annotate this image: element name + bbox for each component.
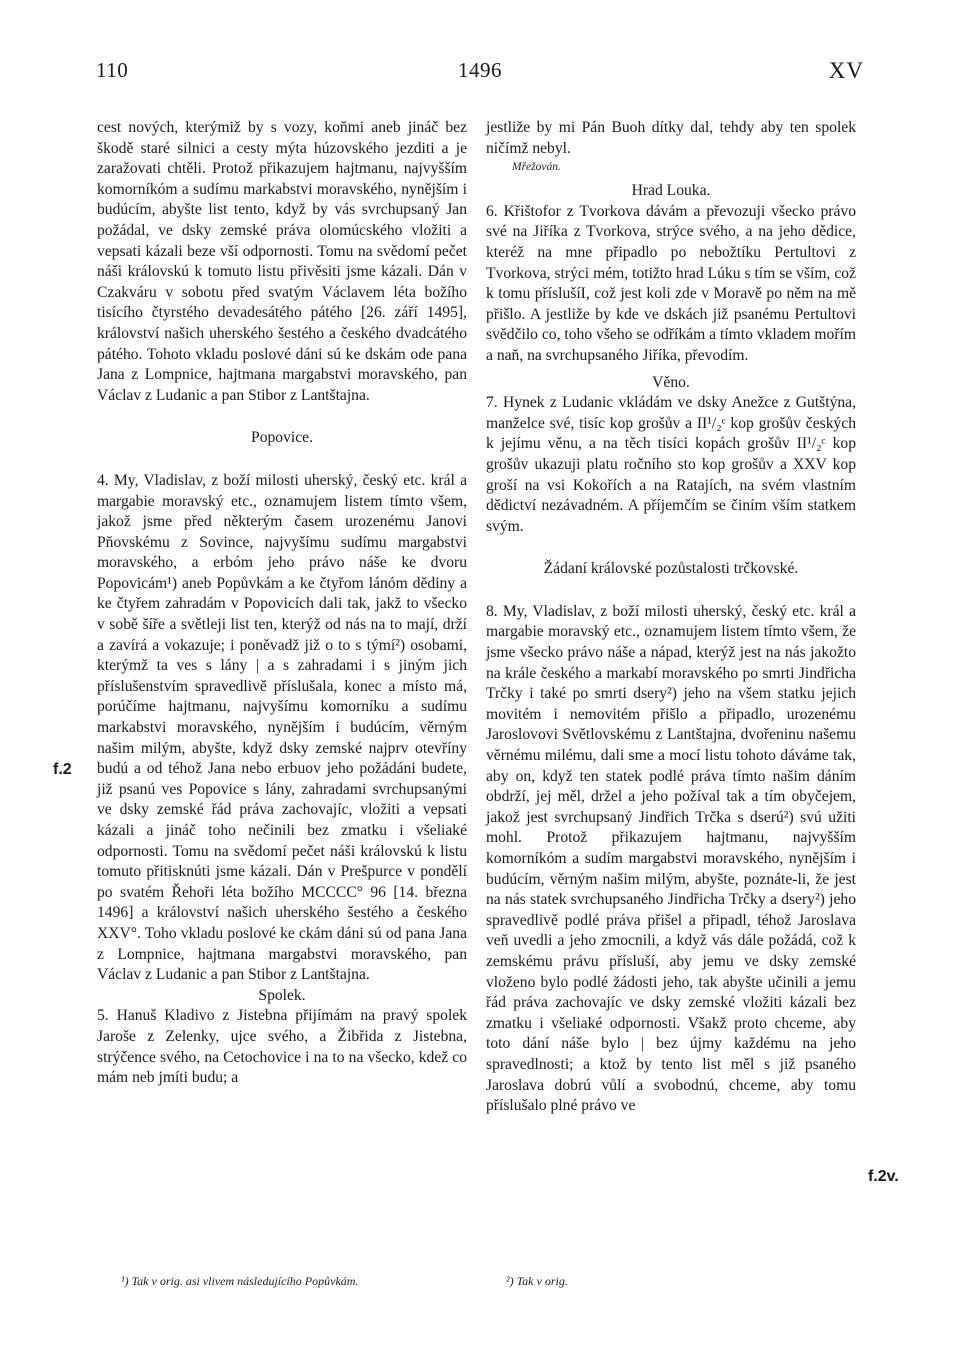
paragraph-continued-right: jestliže by mi Pán Buoh dítky dal, tehdy aby ten spolek ničímž nebyl.: [486, 119, 856, 157]
left-column: [97, 118, 467, 1089]
section-numeral: XV: [828, 58, 864, 83]
footnote-1: ¹) Tak v orig. asi vlivem následujícího Popůvkám.: [121, 1274, 359, 1288]
entry-8: 8. My, Vladislav, z boží milosti uherský, český etc. král a margabie moravský etc., oznamujem listem tímto všem, že jsme všecko právo náše a nápad, kterýž jest na nás jakožto na krále českého a markabí moravského po smrti Jindřicha Trčky i také po smrti dsery²) jeho na všem statku jejich movitém i nemovitém přišlo a připadlo, urozenému Jaroslovovi Světlovskému z Lantštajna, dvořeninu našemu věrnému milému, dali sme a mocí listu tohoto dáváme tak, aby on, když ten statek podlé práva tímto našim dáním obdrží, jej měl, držel a jeho požíval tak a tím obyčejem, jakož jest svrchupsaný Jindřich Trčka s dserú²) svú užiti mohl. Protož přikazujem hajtmanu, najvyšším komorníkóm a sudím margabstvi moravského, nynějším i budúcím, věrným našim milým, abyšte, poznáte-li, že jest na nás statek svrchupsaného Jindřicha Trčky a dsery²) jeho spravedlivě podlé práva přišel a připadl, téhož Jaroslava veň uvedli a jeho zmocnili, a když vás dále požádá, což k zemskému právu přísluší, aby jemu ve dsky zemské vloženo bylo podlé žádosti jeho, tak abyšte učinili a jemu řád práva zachovajíc ve dsky zemské vložiti kázali bez zmatku i všeliaké odpornosti. Všakž proto chceme, aby toto dání náše bylo | bez újmy každému na jeho spravedlnosti; a ktož by tento list měl s již psaného Jaroslava dobrú vůlí a svobodnú, chceme, aby tomu příslušalo plné právo ve: [486, 602, 856, 1115]
heading-hrad-louka: Hrad Louka.: [631, 182, 711, 200]
heading-spolek: Spolek.: [258, 986, 306, 1004]
heading-zadani: Žádaní královské pozůstalosti trčkovské.: [543, 560, 799, 578]
right-column: [486, 118, 856, 1117]
entry-5: 5. Hanuš Kladivo z Jistebna přijímám na pravý spolek Jaroše z Zelenky, ujce svého, a Žibřida z Jistebna, strýčence svého, na Cetochovice i na to na všecko, kdež co mám neb jmíti budu; a: [97, 1007, 467, 1087]
folio-note-right: f.2v.: [868, 1168, 899, 1185]
entry-7: 7. Hynek z Ludanic vkládám ve dsky Anežce z Gutštýna, manželce své, tisíc kop grošův a II¹/₂ᶜ kop grošův českých k jejímu věnu, a na těch tisíci kopách grošův II¹/₂ᶜ kop grošův ukazuji platu ročního sto kop grošův a XXV kop groší na vsi Kokořích a na Ratajích, na svém vlastním dědictví nezávadném. A příjemčím se činím vším statkem svým.: [486, 394, 856, 535]
folio-note-left: f.2: [53, 761, 72, 778]
entry-6: 6. Křištofor z Tvorkova dávám a převozuji všecko právo své na Jiříka z Tvorkova, strýce svého, a na jeho dědice, kteréž na mne připadlo po nebožtíku Pertultovi z Tvorkova, strýci mém, totižto hrad Lúku s tím se vším, což k tomu příslušíI, což jest koli zde v Moravě po něm na mě přišlo. A jestliže by kde ve dskách již psanému Pertultovi svědčilo co, toho všeho se odříkám a tímto vkladem mořím a naň, na svrchupsaného Jiříka, převodím.: [486, 202, 856, 364]
heading-veno: Věno.: [652, 373, 690, 391]
footnote-2: ²) Tak v orig.: [506, 1274, 568, 1288]
entry-4: 4. My, Vladislav, z boží milosti uherský, český etc. král a margabie moravský etc., oznamujem listem tímto všem, jakož jsme před některým časem urozenému Janovi Pňovskému z Sovince, najvyšímu sudímu margabstvi moravského, a erbóm jeho právo náše ke dvoru Popovicám¹) aneb Popůvkám a ke čtyřom lánóm dědiny a ke čtyřem zahradám v Popovicích dali tak, jakž to všecko v sobě šíře a světleji list ten, kterýž od nás na to mají, drží a zavírá a vokazuje; i poněvadž již o to s týmí²) osobami, kterýmž ta ves s lány | a s zahradami i s jiným jich příslušenstvím spravedlivě příslušala, konec a místo má, porúčíme hajtmanu, najvyšímu komorníku a sudímu markabstvi moravského, nynějším i budúcím, věrným našim milým, abyšte, když dsky zemské najprv otevříny budú a od téhož Jana nebo erbuov jeho požádáni budete, již psanú ves Popovice s lány, zahradami svrchupsanými ve dsky zemské řád práva zachovajíc, vložiti a vepsati kázali a jináč toho nečinili bez zmatku i všeliaké odpornosti. Tomu na svědomí pečet náši královskú k listu tomuto přitisknúti jsme kázali. Dán v Prešpurce v pondělí po svatém Řehoři léta božího MCCCC° 96 [14. března 1496] a království našich uherského šestého a českého XXV°. Toho vkladu poslové ke ckám dáni sú od pana Jana z Lompnice, hajtmana margabstvi moravského, pan Václav z Ludanic a pan Stibor z Lantštajna.: [97, 471, 467, 984]
paragraph-continued: cest nových, kterýmiž by s vozy, koňmi aneb jináč bez škodě staré silnici a cesty mýta húzovského jezditi a je zaražovati chtěli. Protož přikazujem hajtmanu, najvyšším komorníkóm a sudímu markabstvi moravského, nynějším i budúcím, abyšte list tento, když by vás svrchupsaný Jan požádal, ve dsky zemské práva olomúcského vložiti a vepsati kázali beze vší odpornosti. Tomu na svědomí pečet náši královskú k tomuto listu přivěsiti jsme kázali. Dán v Czakváru v sobotu před svatým Václavem léta božího tisícího čtyrstého devadesátého pátého [26. září 1495], království našich uherského šestého a českého dvadcátého pátého. Tohoto vkladu poslové dáni sú ke dskám ode pana Jana z Lompnice, hajtmana margabstvi moravského, pan Václav z Ludanic a pan Stibor z Lantštajna.: [97, 119, 467, 404]
running-year: 1496: [458, 58, 502, 82]
heading-popovice: Popovice.: [251, 429, 313, 447]
scribe-note: Mřežován.: [512, 161, 561, 174]
page-number: 110: [96, 58, 129, 82]
